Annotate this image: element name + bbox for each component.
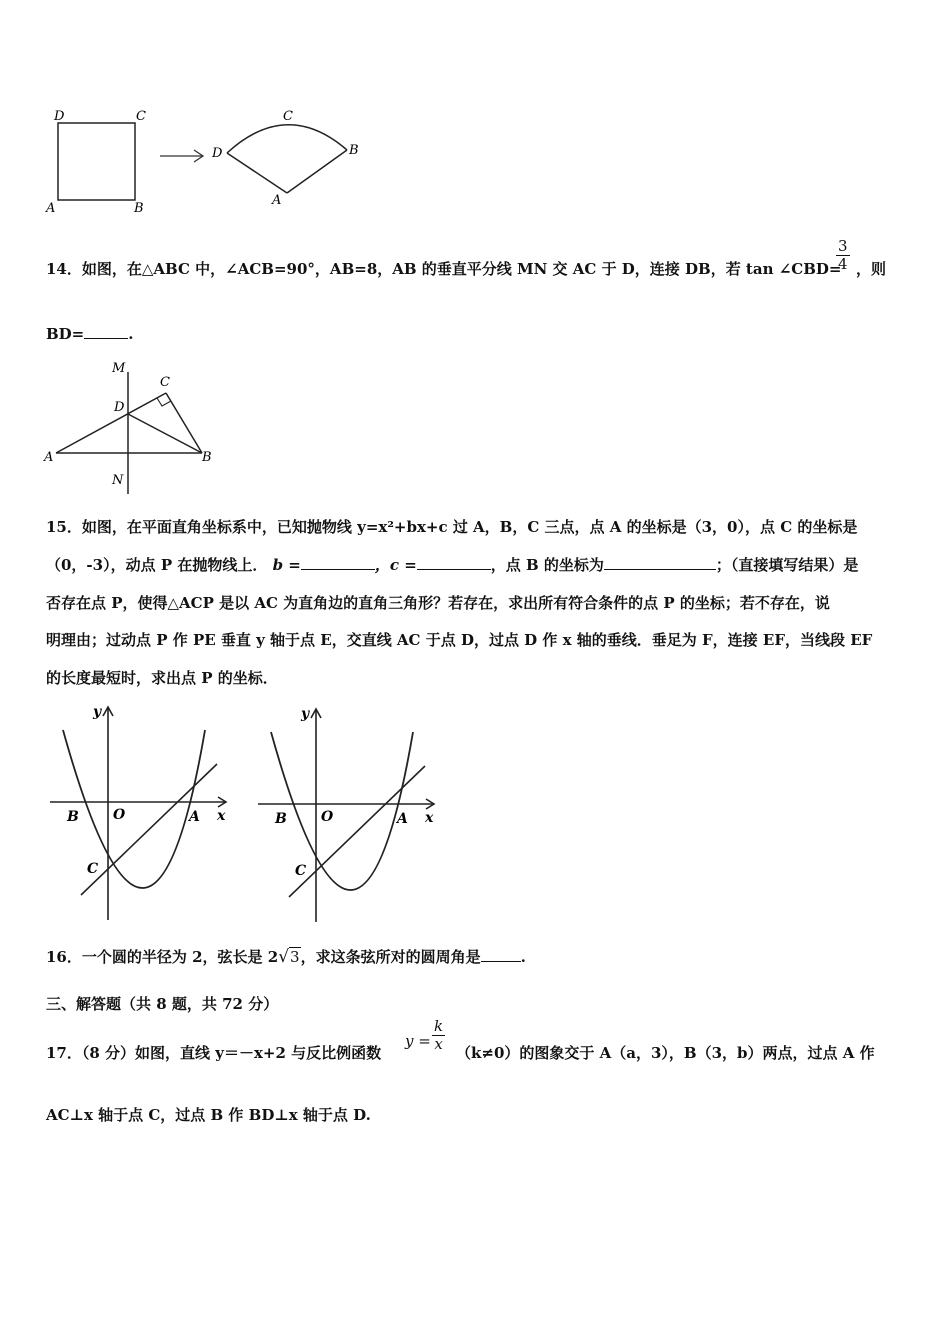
q15-line3: 否存在点 P，使得△ACP 是以 AC 为直角边的直角三角形？若存在，求出所有符合条件的点 P 的坐标；若不存在，说 — [46, 594, 830, 612]
parabola — [271, 732, 413, 890]
square-label-c: C — [136, 109, 146, 124]
q14-figure — [42, 358, 217, 498]
label-x: x — [217, 808, 226, 824]
label-y: y — [93, 704, 102, 720]
q16-text-c: . — [520, 948, 526, 966]
q15-b-blank[interactable] — [301, 555, 375, 570]
section3-title: 三、解答题（共 8 题，共 72 分） — [46, 995, 279, 1013]
label-a: A — [189, 809, 200, 825]
q16-line — [46, 946, 526, 967]
line-ac — [81, 764, 217, 895]
label-n: N — [112, 473, 124, 488]
q17-text-a: 17．（8 分）如图，直线 y＝－x+2 与反比例函数 — [46, 1044, 382, 1062]
sector-side-da — [227, 153, 287, 193]
q15-line4: 明理由；过动点 P 作 PE 垂直 y 轴于点 E，交直线 AC 于点 D，过点 D 作 x 轴的垂线．垂足为 F，连接 EF，当线段 EF — [46, 631, 873, 649]
q17-function-lhs: y = — [405, 1032, 431, 1050]
q15-line2-c: ；（直接填写结果）是 — [715, 556, 859, 574]
sector-label-a: A — [272, 193, 282, 208]
q15-line1: 15．如图，在平面直角坐标系中，已知抛物线 y=x²+bx+c 过 A，B，C 三点，点 A 的坐标是（3，0），点 C 的坐标是 — [46, 518, 858, 536]
q15-line2 — [46, 554, 858, 575]
q14-text-b: ，则 — [856, 260, 887, 278]
label-b: B — [202, 450, 212, 465]
q15-line5: 的长度最短时，求出点 P 的坐标． — [46, 669, 278, 687]
q14-number: 14． — [46, 260, 82, 278]
label-b: B — [275, 811, 287, 827]
q15-point-b-blank[interactable] — [604, 555, 716, 570]
sector-label-c: C — [283, 109, 293, 124]
label-o: O — [321, 809, 334, 825]
q15-b-label: b = — [272, 556, 301, 574]
q17-function-fraction — [432, 1018, 445, 1053]
sqrt-icon: √ — [278, 947, 290, 967]
sector-side-ba — [287, 150, 347, 193]
q14-line1 — [46, 258, 841, 279]
square-label-b: B — [134, 201, 144, 216]
parabola — [63, 730, 205, 888]
q14-frac-num: 3 — [838, 237, 848, 255]
label-b: B — [67, 809, 79, 825]
label-y: y — [301, 706, 310, 722]
q15-c-label: ，c = — [374, 556, 417, 574]
q17-line2: AC⊥x 轴于点 C，过点 B 作 BD⊥x 轴于点 D. — [46, 1106, 371, 1124]
q15-line2-b: ，点 B 的坐标为 — [490, 556, 604, 574]
q14-fraction — [836, 238, 850, 273]
sector-label-b: B — [349, 143, 359, 158]
label-m: M — [112, 361, 126, 376]
q16-text-a: 16．一个圆的半径为 2，弦长是 2 — [46, 948, 279, 966]
label-c: C — [87, 861, 99, 877]
label-d: D — [114, 400, 125, 415]
q15-graph-1 — [45, 700, 240, 925]
q13-figure — [40, 100, 370, 220]
square-shape — [58, 123, 135, 200]
square-label-d: D — [54, 109, 65, 124]
line-ac — [289, 766, 425, 897]
q14-answer-line — [46, 324, 134, 343]
segment-ac — [56, 393, 166, 453]
q16-radicand: 3 — [290, 948, 300, 966]
q15-graph-2 — [253, 702, 448, 927]
q17-func-den: x — [434, 1035, 443, 1053]
q17-text-b: （k≠0）的图象交于 A（a，3），B（3，b）两点，过点 A 作 — [456, 1044, 875, 1062]
q16-answer-blank[interactable] — [481, 947, 521, 962]
transform-arrow-icon — [160, 150, 203, 162]
sector-label-d: D — [212, 146, 223, 161]
q16-text-b: ，求这条弦所对的圆周角是 — [300, 948, 481, 966]
label-a: A — [44, 450, 54, 465]
q14-text-a: 如图，在△ABC 中，∠ACB=90°，AB=8，AB 的垂直平分线 MN 交 AC 于 D，连接 DB，若 tan ∠CBD= — [81, 260, 842, 278]
label-x: x — [425, 810, 434, 826]
q15-line2-a: （0，-3），动点 P 在抛物线上． — [46, 556, 268, 574]
q15-c-blank[interactable] — [417, 555, 491, 570]
q14-answer-blank[interactable] — [84, 324, 128, 339]
q14-frac-den: 4 — [838, 255, 848, 273]
q14-answer-prefix: BD= — [46, 325, 85, 343]
sector-arc — [227, 125, 347, 153]
label-a: A — [397, 811, 408, 827]
label-c: C — [295, 863, 307, 879]
label-o: O — [113, 807, 126, 823]
q17-func-num: k — [434, 1017, 444, 1035]
q14-answer-suffix: . — [128, 325, 134, 343]
label-c: C — [160, 375, 170, 390]
square-label-a: A — [46, 201, 56, 216]
